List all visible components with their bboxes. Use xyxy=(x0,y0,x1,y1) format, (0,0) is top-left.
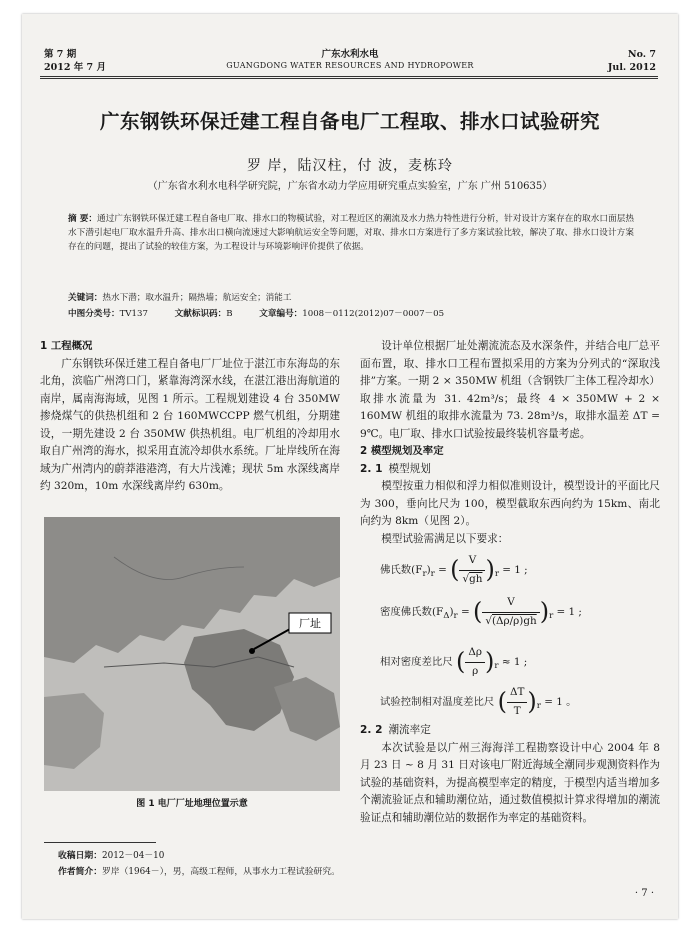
keywords xyxy=(68,291,634,305)
abstract xyxy=(68,212,634,254)
abstract-label: 摘 要： xyxy=(68,214,98,224)
section22-title: 潮流率定 xyxy=(388,724,431,736)
section21-heading xyxy=(360,461,660,479)
right-column xyxy=(360,338,660,827)
art-label: 文章编号： xyxy=(259,309,303,319)
page-number: · 7 · xyxy=(634,888,654,899)
journal-en: GUANGDONG WATER RESOURCES AND HYDROPOWER xyxy=(226,61,474,70)
formula-froude: 佛氏数$(F_r)_r$ = ( $\frac{V}{√gh}$ )$_r = 1$ ; xyxy=(380,554,528,585)
left-column xyxy=(40,338,340,496)
keywords-text: 热水下潜；取水温升；隔热墙；航运安全；消能工 xyxy=(102,293,292,303)
paper-authors: 罗 岸，陆汉柱，付 波，麦栋玲 xyxy=(247,158,453,174)
right-paragraph-4: 本次试验是以广州三海海洋工程勘察设计中心 2004 年 8 月 23 日 ~ 8 月 31 日对该电厂附近海域全潮同步观测资料作为试验的基础资料，为提高模型率定的精度，于模型内适当增加多个潮流验证点和辅助潮位站，通过数值模拟计算求得增加的潮流验证点和辅助潮位站的数据作为率定的基础资料。 xyxy=(360,741,660,824)
figure-1-caption: 图 1 电厂厂址地理位置示意 xyxy=(136,799,248,809)
section1-heading: 1 工程概况 xyxy=(40,340,93,352)
journal-page xyxy=(22,14,678,919)
section21-title: 模型规划 xyxy=(388,462,431,475)
section2-heading: 2 模型规划及率定 xyxy=(360,445,444,457)
doc-label: 文献标识码： xyxy=(174,309,227,319)
formula-4-label: 试验控制相对温度差比尺 xyxy=(380,696,495,708)
author-bio-text: 罗岸（1964－），男，高级工程师，从事水力工程试验研究。 xyxy=(102,867,340,877)
section22-heading xyxy=(360,722,660,740)
clc-value: TV137 xyxy=(119,309,148,319)
paper-title: 广东钢铁环保迁建工程自备电厂工程取、排水口试验研究 xyxy=(99,110,600,133)
formula-1-label: 佛氏数(F xyxy=(380,564,423,576)
issue-cn: 第 7 期 xyxy=(44,49,77,60)
header-rule xyxy=(40,76,658,77)
header-right xyxy=(608,48,656,74)
section1-paragraph: 广东钢铁环保迁建工程自备电厂厂址位于湛江市东海岛的东北角，滨临广州湾口门，紧靠海湾深水线，在湛江港出海航道的南岸，属南海海域，见图 1 所示。工程规划建设 4 台 350MW 掺烧煤气的供热机组和 2 台 160MWCCPP 燃气机组，分期建设，一期先建设 2 台 350MW 供热机组。电厂机组的冷却用水取自广州湾的海水，拟采用直流冷却供水系统。厂址岸线所在海域为广州湾内的蔚莽港港湾，有大片浅滩；现状 5m 水深线离岸约 320m，10m 水深线离岸约 630m。 xyxy=(40,357,340,492)
location-map xyxy=(44,517,340,791)
formula-densimetric: 密度佛氏数$(F_\Delta)_r$ = ( $\frac{V}{√(\Delta\rho/\rho)gh}$ )$_r = 1$ ; xyxy=(380,596,582,627)
formula-2-label: 密度佛氏数(F xyxy=(380,606,444,618)
header-left xyxy=(44,48,106,74)
received-value: 2012－04－10 xyxy=(102,851,165,861)
formula-3-label: 相对密度差比尺 xyxy=(380,656,453,668)
footnote-rule xyxy=(44,842,156,843)
clc-label: 中图分类号： xyxy=(68,309,120,319)
date-en: Jul. 2012 xyxy=(607,62,656,73)
section22-num: 2. 2 xyxy=(360,724,383,736)
site-marker xyxy=(249,648,255,654)
right-paragraph-3: 模型试验需满足以下要求： xyxy=(381,532,509,545)
date-cn: 2012 年 7 月 xyxy=(44,62,106,73)
right-paragraph-1: 设计单位根据厂址处潮流流态及水深条件，并结合电厂总平面布置，取、排水口工程布置拟采用的方案为分列式的“深取浅排”方案。一期 2 × 350MW 机组（含钢铁厂主体工程冷却水）取排水流量为 31. 42m³/s；最终 4 × 350MW + 2 × 160MW 机组的取排水流量为 73. 28m³/s，取排水温差 ΔT = 9℃。电厂取、排水口试验按最终装机容量考虑。 xyxy=(360,340,660,440)
paper-affiliation: （广东省水利水电科学研究院，广东省水动力学应用研究重点实验室，广东 广州 510635） xyxy=(147,181,553,192)
received-label: 收稿日期： xyxy=(58,851,102,861)
art-value: 1008－0112(2012)07－0007－05 xyxy=(302,309,445,319)
author-bio-label: 作者简介： xyxy=(58,867,102,877)
site-label: 厂址 xyxy=(299,617,321,630)
journal-cn: 广东水利水电 xyxy=(321,49,379,60)
figure-1 xyxy=(44,517,340,791)
received-date xyxy=(58,848,164,861)
keywords-label: 关键词： xyxy=(68,293,103,303)
formula-density-ratio: 相对密度差比尺 ( $\frac{\Delta\rho}{\rho}$ )$_r \approx 1$ ; xyxy=(380,646,528,677)
classification-line xyxy=(68,307,634,321)
header-center xyxy=(142,48,558,70)
header-rule-2 xyxy=(40,78,658,79)
section21-num: 2. 1 xyxy=(360,462,383,475)
doc-value: B xyxy=(226,309,233,319)
issue-en: No. 7 xyxy=(627,49,656,60)
author-bio xyxy=(58,864,340,877)
right-paragraph-2: 模型按重力相似和浮力相似准则设计，模型设计的平面比尺为 300，垂向比尺为 100，模型截取东西向约为 15km、南北向约为 8km（见图 2）。 xyxy=(360,480,660,527)
formula-temperature-ratio: 试验控制相对温度差比尺 ( $\frac{\Delta T}{T}$ )$_r = 1$ 。 xyxy=(380,686,577,717)
abstract-text: 通过广东钢铁环保迁建工程自备电厂取、排水口的物模试验，对工程近区的潮流及水力热力特性进行分析，针对设计方案存在的取水口面层热水下潜引起电厂取水温升升高、排水出口横向流速过大影响航运安全等问题，对取、排水口方案进行了多方案试验比较，解决了取、排水口设计方案存在的问题，提出了试验的较佳方案，为工程设计与环境影响评价提供了依据。 xyxy=(68,214,634,252)
